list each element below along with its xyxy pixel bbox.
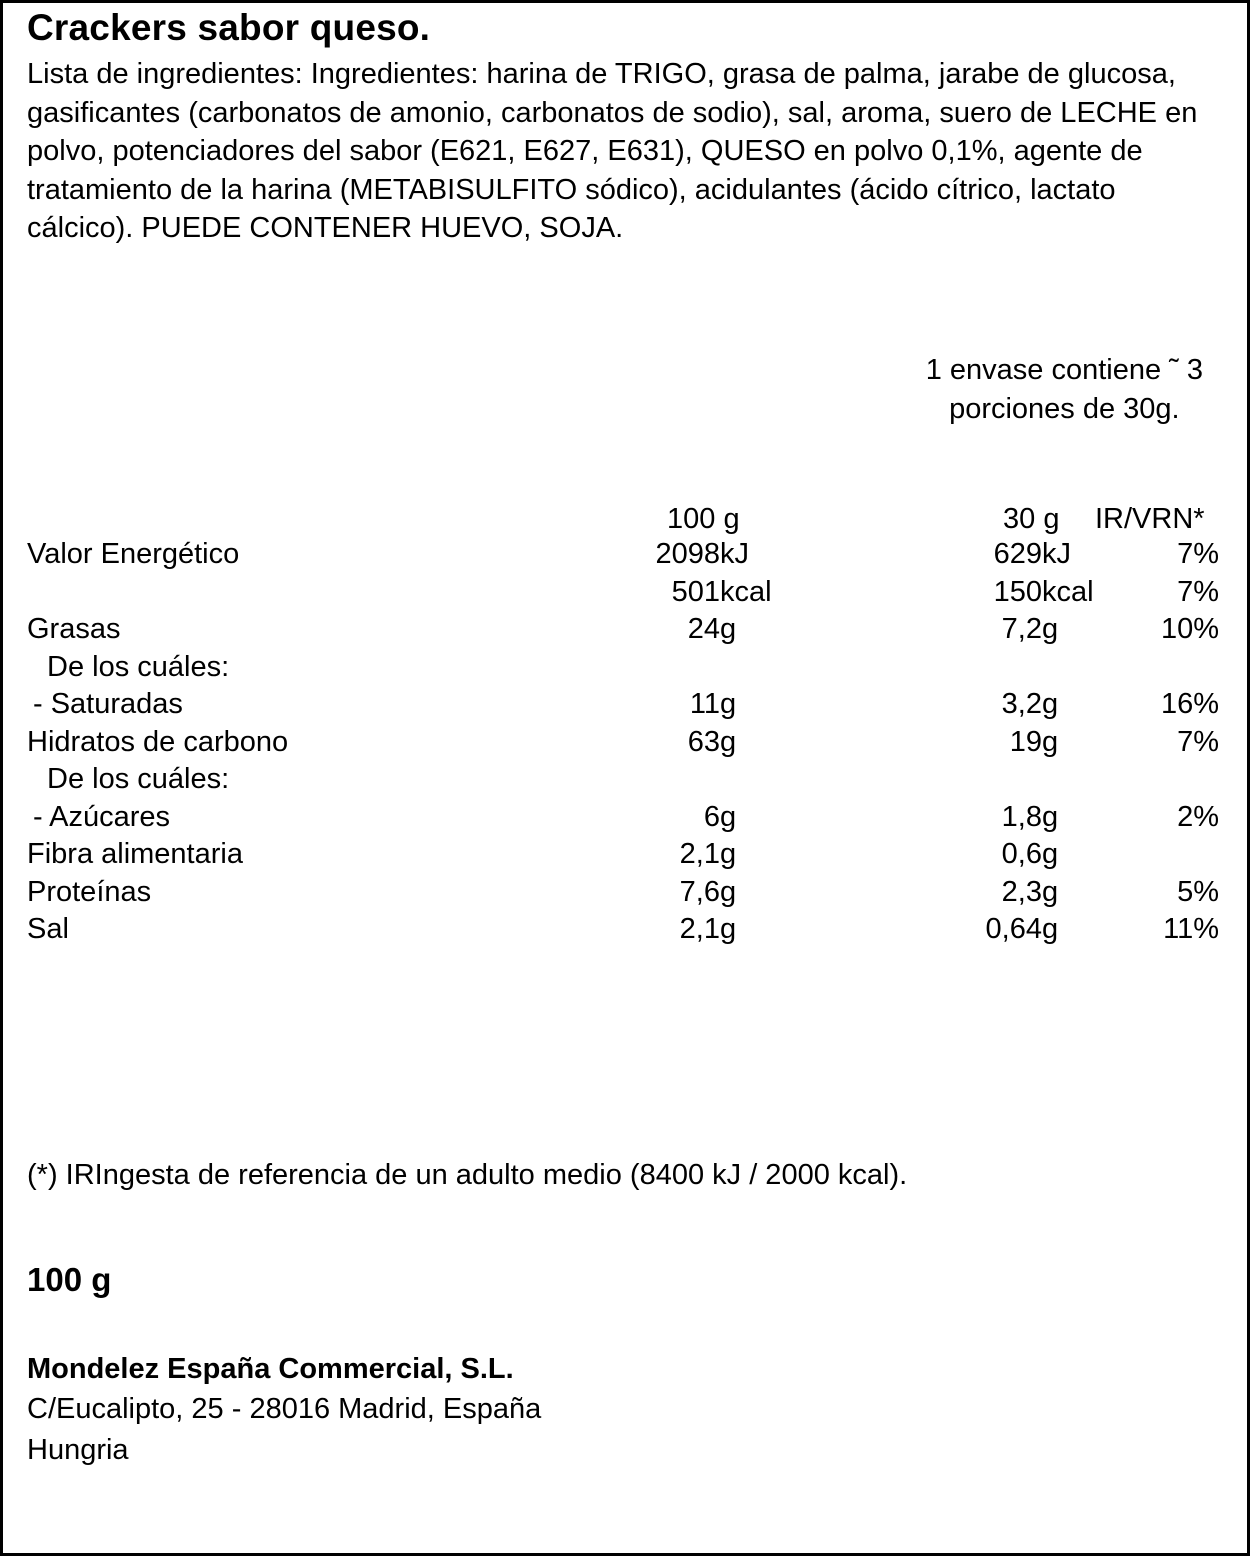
company-name: Mondelez España Commercial, S.L. [27, 1353, 514, 1385]
unit-per-100g: g [720, 726, 737, 758]
header-per-30g: 30 g [1003, 503, 1060, 535]
serving-line-2: porciones de 30g. [949, 393, 1180, 425]
unit-per-30g: kcal [1042, 576, 1094, 608]
unit-per-30g: g [1042, 876, 1059, 908]
value-per-100g: 63 [687, 726, 720, 758]
value-per-30g: 0,64 [985, 913, 1042, 945]
origin-country: Hungria [27, 1434, 129, 1466]
value-per-100g: 7,6 [679, 876, 720, 908]
value-per-30g: 150 [993, 576, 1042, 608]
unit-per-100g: g [720, 613, 737, 645]
nutrient-label: Valor Energético [27, 538, 240, 570]
value-per-100g: 2,1 [679, 838, 720, 870]
value-per-100g: 11 [689, 688, 720, 720]
value-per-100g: 2,1 [679, 913, 720, 945]
unit-per-100g: kcal [720, 576, 772, 608]
value-per-100g: 24 [687, 613, 720, 645]
unit-per-30g: g [1042, 726, 1059, 758]
unit-per-30g: g [1042, 613, 1059, 645]
unit-per-30g: kJ [1042, 538, 1071, 570]
nutrient-label: Grasas [27, 613, 121, 645]
header-per-100g: 100 g [667, 503, 740, 535]
value-per-100g: 501 [671, 576, 720, 608]
ir-percentage: 7% [1177, 576, 1219, 608]
header-ir-vrn: IR/VRN* [1095, 503, 1205, 535]
nutrient-label: - Azúcares [33, 801, 170, 833]
company-address: C/Eucalipto, 25 - 28016 Madrid, España [27, 1393, 542, 1425]
value-per-30g: 2,3 [1001, 876, 1042, 908]
unit-per-100g: g [720, 838, 737, 870]
ir-percentage: 11% [1163, 913, 1219, 945]
value-per-30g: 0,6 [1001, 838, 1042, 870]
unit-per-100g: kJ [720, 538, 749, 570]
ir-percentage: 10% [1160, 613, 1219, 645]
ir-percentage: 2% [1177, 801, 1219, 833]
nutrient-label: Hidratos de carbono [27, 726, 289, 758]
net-weight: 100 g [27, 1261, 112, 1298]
nutrient-label: De los cuáles: [47, 651, 230, 683]
nutrient-label: Sal [27, 913, 69, 945]
value-per-30g: 7,2 [1001, 613, 1042, 645]
product-title: Crackers sabor queso. [27, 7, 431, 48]
value-per-30g: 19 [1009, 726, 1042, 758]
serving-info [926, 351, 1203, 429]
value-per-100g: 2098 [655, 538, 720, 570]
serving-line-1: 1 envase contiene ˜ 3 [925, 354, 1203, 386]
ir-percentage: 16% [1160, 688, 1219, 720]
nutrient-label: Fibra alimentaria [27, 838, 243, 870]
unit-per-30g: g [1042, 838, 1059, 870]
footnote: (*) IRIngesta de referencia de un adulto medio (8400 kJ / 2000 kcal). [27, 1159, 908, 1191]
ir-percentage: 7% [1177, 726, 1219, 758]
unit-per-30g: g [1042, 913, 1059, 945]
unit-per-100g: g [720, 688, 737, 720]
ingredients-list: Lista de ingredientes: Ingredientes: harina de TRIGO, grasa de palma, jarabe de glucosa, gasificantes (carbonatos de amonio, carbonatos de sodio), sal, aroma, suero de LECHE en polvo, potenciadores del sabor (E621, E627, E631), QUESO en polvo 0,1%, agente de tratamiento de la harina (METABISULFITO sódico), acidulantes (ácido cítrico, lactato cálcico). PUEDE CONTENER HUEVO, SOJA. [27, 58, 1198, 244]
value-per-30g: 3,2 [1001, 688, 1042, 720]
ir-percentage: 5% [1177, 876, 1219, 908]
ir-percentage: 7% [1177, 538, 1219, 570]
value-per-30g: 629 [993, 538, 1042, 570]
unit-per-100g: g [720, 876, 737, 908]
value-per-100g: 6 [703, 801, 720, 833]
nutrient-label: - Saturadas [33, 688, 183, 720]
value-per-30g: 1,8 [1001, 801, 1042, 833]
unit-per-100g: g [720, 801, 737, 833]
unit-per-30g: g [1042, 688, 1059, 720]
unit-per-30g: g [1042, 801, 1059, 833]
nutrient-label: Proteínas [27, 876, 152, 908]
nutrient-label: De los cuáles: [47, 763, 230, 795]
unit-per-100g: g [720, 913, 737, 945]
